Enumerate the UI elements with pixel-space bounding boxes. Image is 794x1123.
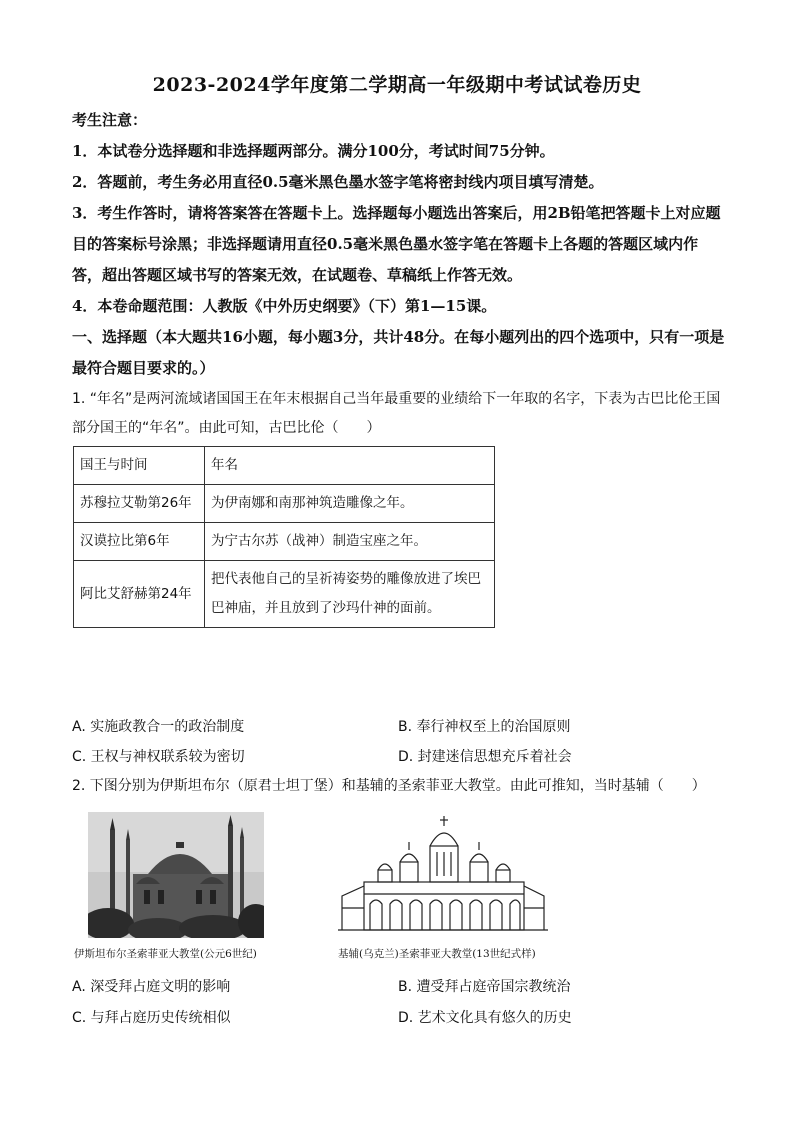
istanbul-caption: 伊斯坦布尔圣索菲亚大教堂(公元6世纪) bbox=[74, 948, 257, 960]
q2-option-c: C. 与拜占庭历史传统相似 bbox=[72, 1010, 231, 1026]
kyiv-st-sophia-drawing bbox=[334, 812, 552, 938]
table-row bbox=[74, 485, 495, 523]
table-row bbox=[74, 523, 495, 561]
istanbul-hagia-sophia-photo bbox=[88, 812, 264, 938]
table-cell: 把代表他自己的呈祈祷姿势的雕像放进了埃巴巴神庙，并且放到了沙玛什神的面前。 bbox=[205, 561, 495, 628]
notice-item-1: 1．本试卷分选择题和非选择题两部分。满分100分，考试时间75分钟。 bbox=[72, 142, 555, 160]
q2-option-a: A. 深受拜占庭文明的影响 bbox=[72, 979, 231, 995]
table-header-cell: 年名 bbox=[205, 447, 495, 485]
exam-title: 2023-2024学年度第二学期高一年级期中考试试卷历史 bbox=[152, 74, 642, 96]
section-heading: 一、选择题（本大题共16小题，每小题3分，共计48分。在每小题列出的四个选项中，只有一项是最符合题目要求的。） bbox=[72, 328, 725, 377]
table-row bbox=[74, 561, 495, 628]
notice-heading: 考生注意： bbox=[72, 111, 148, 129]
kyiv-st-sophia-illustration bbox=[334, 812, 552, 938]
table-cell: 为伊南娜和南那神筑造雕像之年。 bbox=[205, 485, 495, 523]
q2-option-b: B. 遭受拜占庭帝国宗教统治 bbox=[398, 979, 571, 995]
q2-option-d: D. 艺术文化具有悠久的历史 bbox=[398, 1010, 572, 1026]
q1-option-d: D. 封建迷信思想充斥着社会 bbox=[398, 749, 572, 765]
notice-item-2: 2．答题前，考生务必用直径0.5毫米黑色墨水签字笔将密封线内项目填写清楚。 bbox=[72, 173, 604, 191]
istanbul-hagia-sophia-illustration bbox=[88, 812, 264, 938]
table-cell: 阿比艾舒赫第24年 bbox=[74, 561, 205, 628]
table-header-cell: 国王与时间 bbox=[74, 447, 205, 485]
question-1-stem: 1. “年名”是两河流域诸国国王在年末根据自己当年最重要的业绩给下一年取的名字，下表为古巴比伦王国部分国王的“年名”。由此可知，古巴比伦（ ） bbox=[72, 391, 721, 436]
q1-option-c: C. 王权与神权联系较为密切 bbox=[72, 749, 245, 765]
table-header-row bbox=[74, 447, 495, 485]
kings-year-names-table bbox=[73, 446, 495, 628]
table-cell: 苏穆拉艾勒第26年 bbox=[74, 485, 205, 523]
question-2-stem: 2. 下图分别为伊斯坦布尔（原君士坦丁堡）和基辅的圣索菲亚大教堂。由此可推知，当时基辅（ ） bbox=[72, 778, 706, 794]
table-cell: 为宁古尔苏（战神）制造宝座之年。 bbox=[205, 523, 495, 561]
q1-option-b: B. 奉行神权至上的治国原则 bbox=[398, 719, 571, 735]
q1-option-a: A. 实施政教合一的政治制度 bbox=[72, 719, 245, 735]
table-cell: 汉谟拉比第6年 bbox=[74, 523, 205, 561]
notice-item-4: 4．本卷命题范围：人教版《中外历史纲要》（下）第1—15课。 bbox=[72, 297, 497, 315]
kyiv-caption: 基辅(乌克兰)圣索菲亚大教堂(13世纪式样) bbox=[338, 948, 536, 960]
notice-item-3: 3．考生作答时，请将答案答在答题卡上。选择题每小题选出答案后，用2B铅笔把答题卡上对应题目的答案标号涂黑；非选择题请用直径0.5毫米黑色墨水签字笔在答题卡上各题的答题区域内作答，超出答题区域书写的答案无效，在试题卷、草稿纸上作答无效。 bbox=[72, 204, 721, 284]
